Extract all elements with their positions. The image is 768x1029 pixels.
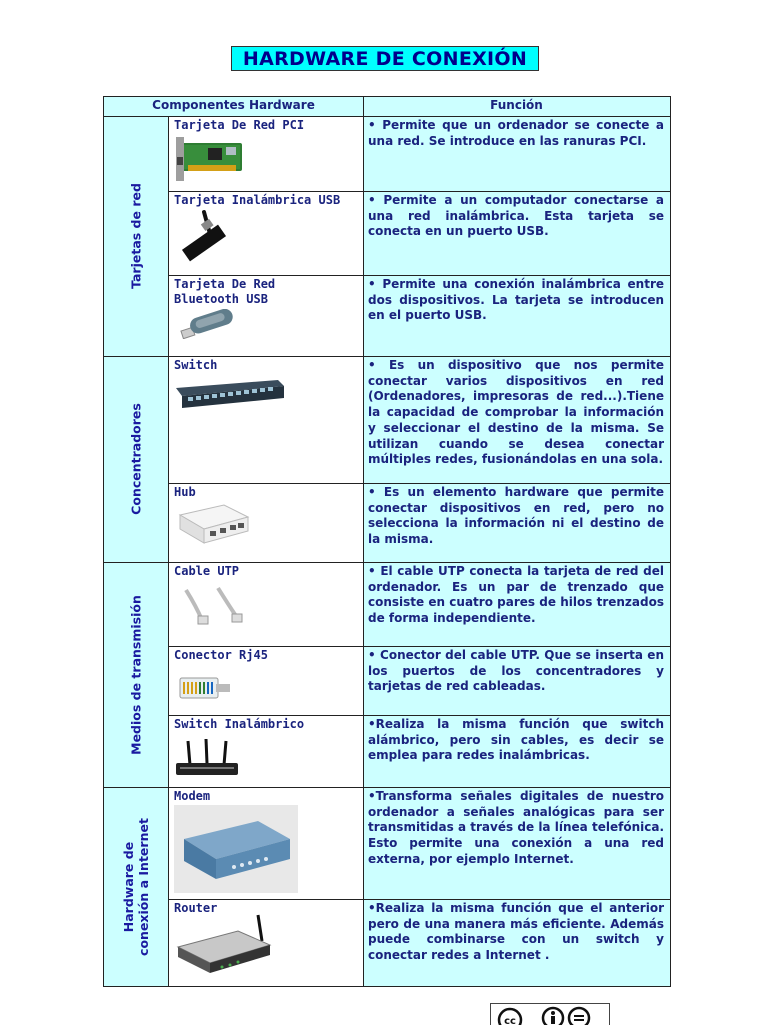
category-network-cards: Tarjetas de red — [104, 116, 168, 356]
component-name: Tarjeta Inalámbrica USB — [174, 193, 341, 207]
usb-wireless-adapter-image — [176, 208, 236, 264]
component-name: Hub — [174, 485, 196, 499]
component-cell — [168, 275, 363, 356]
component-cell — [168, 483, 363, 562]
header-component: Componentes Hardware — [104, 97, 363, 116]
pci-network-card-image — [174, 135, 252, 183]
component-name: Modem — [174, 789, 211, 803]
function-cell: •Transforma señales digitales de nuestro ordenador a señales analógicas para ser transmitidas a través de la línea telefónica. Esto permite una conexión a una red externa, por ejemplo Internet. — [363, 787, 670, 899]
component-cell — [168, 899, 363, 986]
component-cell — [168, 191, 363, 275]
utp-cable-image — [182, 586, 248, 626]
function-cell: • Conector del cable UTP. Que se inserta en los puertos de los concentradores y tarjetas de red cableadas. — [363, 646, 670, 715]
header-function: Función — [363, 97, 670, 116]
table-divider — [104, 356, 670, 357]
category-transmission-media: Medios de transmisión — [104, 562, 168, 787]
table-divider — [168, 116, 169, 986]
component-name: Tarjeta De Red PCI — [174, 118, 305, 132]
document-title: HARDWARE DE CONEXIÓN — [231, 46, 539, 71]
category-hubs: Concentradores — [104, 356, 168, 562]
category-internet-hardware: Hardware de conexión a Internet — [104, 787, 168, 986]
component-cell — [168, 562, 363, 646]
table-divider — [168, 646, 670, 647]
function-cell: •Realiza la misma función que switch alámbrico, pero sin cables, es decir se emplea para redes inalámbricas. — [363, 715, 670, 787]
table-divider — [168, 191, 670, 192]
component-name: Conector Rj45 — [174, 648, 268, 662]
component-cell — [168, 715, 363, 787]
network-switch-image — [174, 376, 286, 410]
bluetooth-usb-dongle-image — [176, 309, 238, 339]
modem-image — [174, 805, 298, 893]
component-name: Tarjeta De Red Bluetooth USB — [174, 277, 276, 306]
svg-text:cc: cc — [504, 1016, 516, 1025]
function-cell: •Realiza la misma función que el anterior pero de una manera más eficiente. Además puede combinarse con un switch y conectar redes a Internet . — [363, 899, 670, 986]
function-cell: • Permite a un computador conectarse a una red inalámbrica. Esta tarjeta se conecta en un puerto USB. — [363, 191, 670, 275]
component-name: Switch — [174, 358, 218, 372]
network-hub-image — [174, 501, 252, 547]
component-cell — [168, 646, 363, 715]
hardware-table — [103, 96, 671, 987]
table-divider — [168, 899, 670, 900]
component-cell — [168, 787, 363, 899]
component-cell — [168, 116, 363, 191]
function-cell: • Es un elemento hardware que permite conectar dispositivos en red, pero no selecciona la información ni el destino de la misma. — [363, 483, 670, 562]
table-divider — [104, 787, 670, 788]
component-name: Switch Inalámbrico — [174, 717, 305, 731]
component-cell — [168, 356, 363, 483]
table-divider — [104, 562, 670, 563]
function-cell: • Permite que un ordenador se conecte a una red. Se introduce en las ranuras PCI. — [363, 116, 670, 191]
router-image — [174, 913, 272, 981]
component-name: Router — [174, 901, 218, 915]
wireless-switch-image — [174, 739, 240, 779]
rj45-connector-image — [176, 664, 232, 704]
function-cell: • El cable UTP conecta la tarjeta de red del ordenador. Es un par de trenzado que consiste en cuatro pares de hilos trenzados de forma independiente. — [363, 562, 670, 646]
table-divider — [363, 97, 364, 986]
function-cell: • Es un dispositivo que nos permite conectar varios dispositivos en red (Ordenadores, impresoras de red...).Tiene la capacidad de comprobar la información y seleccionar el destino de la misma. Se utilizan cuando se desea conectar múltiples redes, fusionándolas en una sola. — [363, 356, 670, 483]
table-divider — [168, 275, 670, 276]
table-divider — [104, 116, 670, 117]
component-name: Cable UTP — [174, 564, 240, 578]
table-divider — [168, 715, 670, 716]
creative-commons-by-nd-icon — [490, 1003, 610, 1025]
table-divider — [168, 483, 670, 484]
function-cell: • Permite una conexión inalámbrica entre dos dispositivos. La tarjeta se introducen en el puerto USB. — [363, 275, 670, 356]
